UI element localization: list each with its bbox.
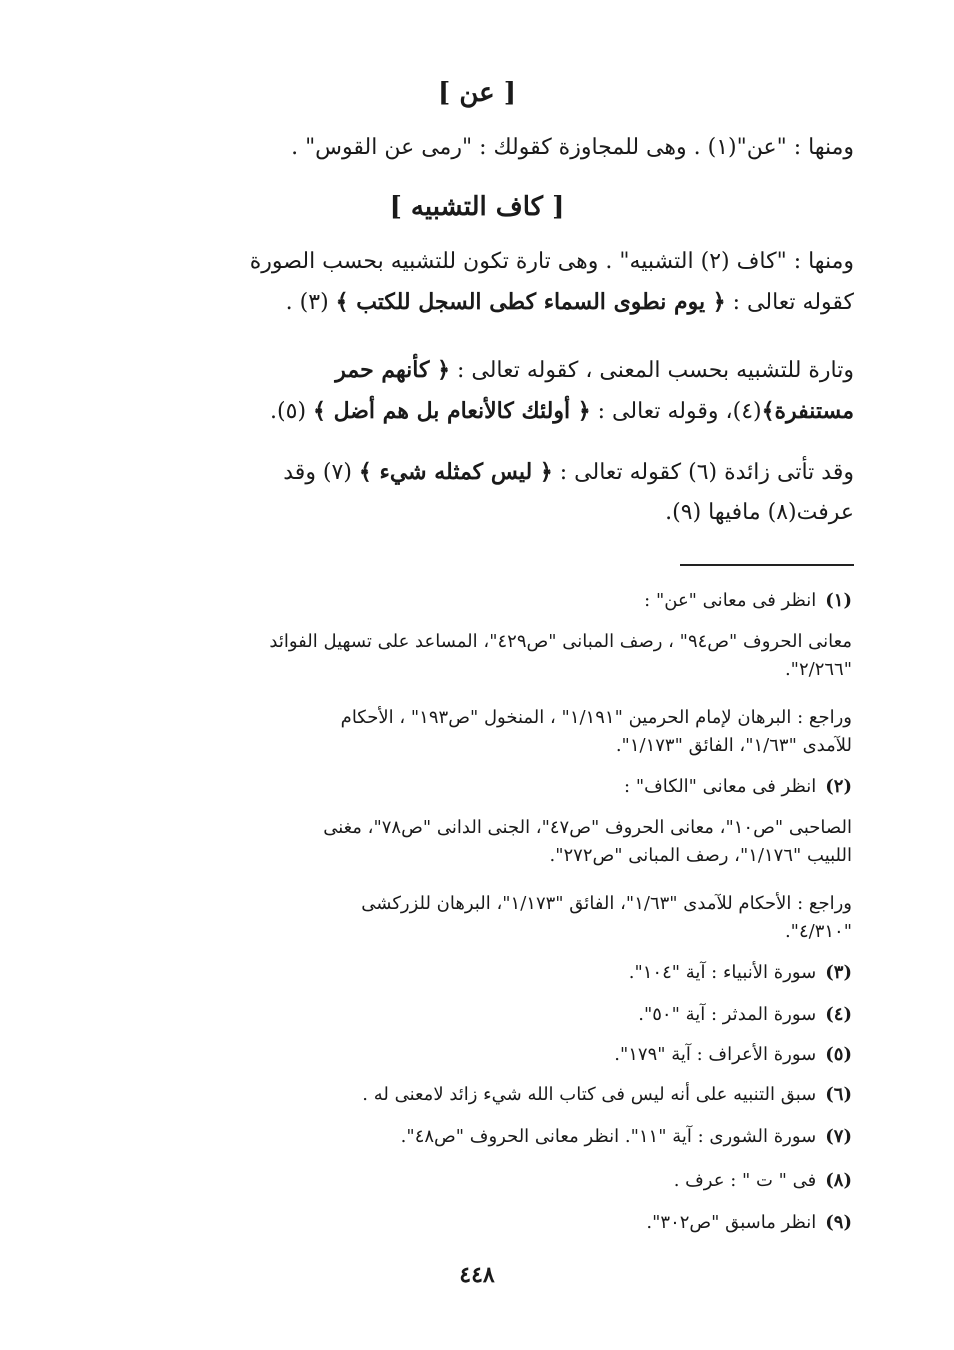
paragraph-kaf-3 xyxy=(140,452,854,533)
footnote-2 xyxy=(140,772,852,802)
footnote-5 xyxy=(140,1040,852,1070)
footnote-line: "٤/٣١٠". xyxy=(784,921,852,942)
section-heading-an: [ عن ] xyxy=(437,78,516,108)
footnote-4 xyxy=(140,1000,852,1030)
footnote-3 xyxy=(140,958,852,988)
text-run: (٤)، وقوله تعالى : xyxy=(590,399,762,424)
footnote-8 xyxy=(140,1166,852,1196)
footnote-number: (٦) xyxy=(825,1084,852,1105)
paragraph-kaf-2 xyxy=(140,350,854,432)
paragraph-kaf-1 xyxy=(140,242,854,323)
paragraph-an-line: ومنها : "عن"(١) . وهى للمجاوزة كقولك : "رمى عن القوس" . xyxy=(291,135,854,160)
paragraph-kaf-1-line-2 xyxy=(140,282,854,323)
footnote-number: (٩) xyxy=(825,1212,852,1233)
footnote-text: فى " ت " : عرف . xyxy=(673,1170,817,1191)
footnote-line: "٢/٢٦٦". xyxy=(784,659,852,680)
paragraph-an xyxy=(140,128,854,168)
footnote-2-refs xyxy=(140,890,852,946)
footnote-number: (٥) xyxy=(825,1044,852,1065)
footnote-text: سورة المدثر : آية "٥٠". xyxy=(638,1004,817,1025)
text-run: (٣) . xyxy=(285,290,336,315)
footnote-line: وراجع : الأحكام للآمدى "١/٦٣"، الفائق "١/١٧٣"، البرهان للزركشى xyxy=(361,893,852,914)
section-heading-kaf: [ كاف التشبيه ] xyxy=(389,192,565,222)
footnote-line: الصاحبى "ص١٠"، معانى الحروف "ص٤٧"، الجنى الدانى "ص٧٨"، مغنى xyxy=(323,817,852,838)
paragraph-kaf-1-line-1: ومنها : "كاف (٢) التشبيه" . وهى تارة تكون للتشبيه بحسب الصورة xyxy=(249,249,854,274)
footnote-number: (١) xyxy=(825,590,852,611)
footnote-text: انظر ماسبق "ص٣٠٢". xyxy=(646,1212,817,1233)
quran-quote: ﴿ أولئك كالأنعام بل هم أضل ﴾ xyxy=(313,398,591,424)
text-run: كقوله تعالى : xyxy=(725,290,854,315)
quran-quote: ﴿ ليس كمثله شيء ﴾ xyxy=(358,459,553,485)
quran-quote: ﴿ كأنهم حمر xyxy=(335,357,450,383)
footnote-1 xyxy=(140,586,852,616)
footnote-line: وراجع : البرهان لإمام الحرمين "١/١٩١" ، المنخول "ص١٩٣" ، الأحكام xyxy=(340,707,852,728)
footnote-text: سورة الأعراف : آية "١٧٩". xyxy=(614,1044,817,1065)
footnote-number: (٤) xyxy=(825,1004,852,1025)
footnote-number: (٧) xyxy=(825,1126,852,1147)
footnote-text: سورة الأنبياء : آية "١٠٤". xyxy=(628,962,817,983)
footnote-number: (٢) xyxy=(825,776,852,797)
quran-quote: ﴿ يوم نطوى السماء كطى السجل للكتب ﴾ xyxy=(335,289,726,315)
page-number: ٤٤٨ xyxy=(459,1262,495,1288)
footnote-text: انظر فى معانى "الكاف" : xyxy=(624,776,817,797)
footnote-9 xyxy=(140,1208,852,1238)
footnote-line: للآمدى "١/٦٣"، الفائق "١/١٧٣". xyxy=(615,735,852,756)
paragraph-kaf-3-line-1 xyxy=(140,452,854,493)
footnote-line: اللبيب "١/١٧٦"، رصف المبانى "ص٢٧٢". xyxy=(549,845,852,866)
footnote-text: سبق التنبيه على أنه ليس فى كتاب الله شيء زائد لامعنى له . xyxy=(362,1084,817,1105)
footnote-2-sources xyxy=(140,814,852,870)
footnote-separator xyxy=(680,564,854,566)
footnote-1-refs xyxy=(140,704,852,760)
paragraph-kaf-3-line-2: عرفت(٨) مافيها (٩). xyxy=(665,500,854,525)
footnote-text: انظر فى معانى "عن" : xyxy=(644,590,817,611)
text-run: (٧) وقد xyxy=(283,460,359,485)
text-run: وقد تأتى زائدة (٦) كقوله تعالى : xyxy=(552,460,854,485)
footnote-text: سورة الشورى : آية "١١". انظر معانى الحروف "ص٤٨". xyxy=(400,1126,817,1147)
footnote-1-sources xyxy=(140,628,852,684)
text-run: وتارة للتشبيه بحسب المعنى ، كقوله تعالى : xyxy=(449,358,854,383)
paragraph-kaf-2-line-2 xyxy=(140,391,854,432)
paragraph-kaf-2-line-1 xyxy=(140,350,854,391)
footnote-number: (٨) xyxy=(825,1170,852,1191)
quran-quote: مستنفرة﴾ xyxy=(761,398,854,424)
footnote-number: (٣) xyxy=(825,962,852,983)
footnote-line: معانى الحروف "ص٩٤" ، رصف المبانى "ص٤٢٩"، المساعد على تسهيل الفوائد xyxy=(269,631,852,652)
footnote-6 xyxy=(140,1080,852,1110)
text-run: (٥). xyxy=(270,399,314,424)
footnote-7 xyxy=(140,1122,852,1152)
